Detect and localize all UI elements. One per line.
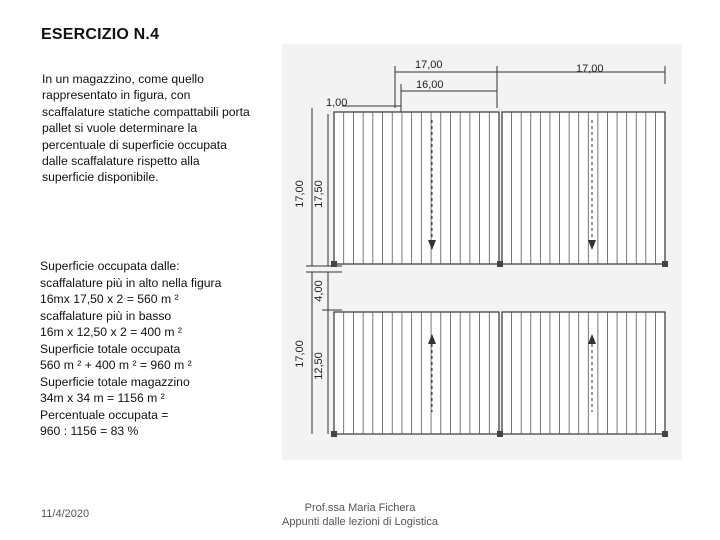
dim-top-width-right: 17,00 [576, 63, 604, 75]
dim-top-rack-width: 16,00 [416, 79, 444, 91]
dim-top-rack-depth: 17,50 [313, 180, 325, 208]
author-name: Prof.ssa Maria Fichera [304, 502, 416, 514]
solution-line: Superficie totale magazzino [40, 374, 190, 389]
slide-footer [270, 501, 450, 529]
dim-margin: 1,00 [326, 97, 348, 109]
solution-line: Superficie totale occupata [40, 341, 181, 356]
solution-line: Superficie occupata dalle: [40, 259, 180, 273]
warehouse-layout-figure [282, 44, 682, 460]
slide-date: 11/4/2020 [41, 508, 90, 520]
dim-aisle-width: 4,00 [313, 280, 325, 302]
solution-text [40, 258, 280, 440]
solution-line: 960 : 1156 = 83 % [40, 424, 139, 438]
rack-block [502, 312, 665, 434]
solution-line: 34m x 34 m = 1156 m ² [40, 391, 165, 405]
warehouse-layout-drawing [282, 44, 682, 460]
rack-block [334, 312, 499, 434]
slide-title: ESERCIZIO N.4 [41, 26, 160, 43]
exercise-statement: In un magazzino, come quello rappresentato in figura, con scaffalature statiche compattabili porta pallet si vuole determinare la percentuale di superficie occupata dalle scaffalature rispetto alla superficie disponibile. [42, 72, 250, 185]
rack-block [502, 112, 665, 264]
solution-line: 16m x 12,50 x 2 = 400 m ² [40, 325, 182, 339]
dim-lower-block-height: 17,00 [294, 340, 306, 368]
dim-left-block-height: 17,00 [294, 180, 306, 208]
course-name: Appunti dalle lezioni di Logistica [282, 516, 438, 528]
dim-bottom-rack-depth: 12,50 [313, 352, 325, 380]
rack-block [334, 112, 499, 264]
solution-line: scaffalature più in alto nella figura [40, 275, 222, 290]
solution-line: Percentuale occupata = [40, 407, 169, 422]
dim-top-width-left: 17,00 [415, 59, 443, 71]
solution-line: 560 m ² + 400 m ² = 960 m ² [40, 358, 192, 372]
solution-line: scaffalature più in basso [40, 308, 172, 323]
solution-line: 16mx 17,50 x 2 = 560 m ² [40, 292, 179, 306]
